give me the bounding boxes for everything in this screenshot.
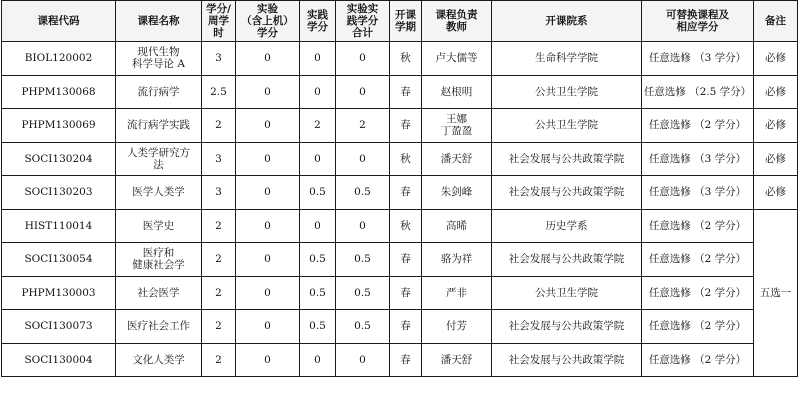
credit-cell: 3 xyxy=(202,176,236,210)
teacher-text: 严非 xyxy=(446,286,467,299)
note-cell: 必修 xyxy=(754,176,798,210)
teacher-text: 高晞 xyxy=(446,219,467,232)
teacher-cell xyxy=(422,276,492,310)
credit-cell: 2.5 xyxy=(202,75,236,109)
teacher-cell xyxy=(422,42,492,76)
course-name-text: 医学人类学 xyxy=(132,186,185,199)
practice-credit-cell: 0.5 xyxy=(300,243,336,277)
header-text: 实验 xyxy=(257,3,278,15)
header-text: 课程代码 xyxy=(37,15,80,27)
practice-credit-cell: 0 xyxy=(300,209,336,243)
course-name-text: 流行病学 xyxy=(137,85,180,98)
lab-credit-cell: 0 xyxy=(236,109,300,143)
table-row xyxy=(2,276,798,310)
header-term xyxy=(390,1,422,42)
teacher-cell xyxy=(422,142,492,176)
teacher-cell xyxy=(422,310,492,344)
teacher-text: 丁盈盈 xyxy=(440,125,473,138)
lab-credit-cell: 0 xyxy=(236,243,300,277)
header-credit-hours xyxy=(202,1,236,42)
course-name-text: 人类学研究方 xyxy=(127,146,190,159)
practice-credit-cell: 0 xyxy=(300,343,336,377)
lab-practice-total-cell: 0 xyxy=(336,42,390,76)
lab-credit-cell: 0 xyxy=(236,343,300,377)
lab-credit-cell: 0 xyxy=(236,142,300,176)
lab-credit-cell: 0 xyxy=(236,310,300,344)
teacher-text: 潘天舒 xyxy=(440,152,473,165)
term-cell: 春 xyxy=(390,243,422,277)
header-row xyxy=(2,1,798,42)
note-cell: 必修 xyxy=(754,42,798,76)
course-name-cell xyxy=(116,42,202,76)
lab-practice-total-cell: 0.5 xyxy=(336,310,390,344)
course-name-cell xyxy=(116,109,202,143)
lab-practice-total-cell: 0.5 xyxy=(336,276,390,310)
lab-practice-total-cell: 0 xyxy=(336,343,390,377)
header-text: 学分 xyxy=(307,21,328,33)
header-text: 时 xyxy=(213,27,224,39)
header-text: 课程负责 xyxy=(435,9,478,21)
credit-cell: 2 xyxy=(202,310,236,344)
header-lab-credit xyxy=(236,1,300,42)
lab-practice-total-cell: 0 xyxy=(336,142,390,176)
header-text: （含上机） xyxy=(241,15,294,27)
replacement-cell: 任意选修 （2 学分） xyxy=(642,109,754,143)
lab-practice-total-cell: 0.5 xyxy=(336,243,390,277)
replacement-cell: 任意选修 （2 学分） xyxy=(642,276,754,310)
header-course-name xyxy=(116,1,202,42)
teacher-text: 王娜 xyxy=(446,113,467,126)
term-cell: 秋 xyxy=(390,209,422,243)
teacher-cell xyxy=(422,343,492,377)
teacher-text: 潘天舒 xyxy=(440,353,473,366)
course-code-cell: SOCI130073 xyxy=(2,310,116,344)
lab-practice-total-cell: 0 xyxy=(336,75,390,109)
note-cell: 必修 xyxy=(754,142,798,176)
table-row xyxy=(2,42,798,76)
header-text: 课程名称 xyxy=(137,15,180,27)
header-text: 可替换课程及 xyxy=(666,9,729,21)
teacher-text: 赵根明 xyxy=(440,85,473,98)
course-code-cell: PHPM130069 xyxy=(2,109,116,143)
course-code-cell: PHPM130068 xyxy=(2,75,116,109)
department-cell: 公共卫生学院 xyxy=(492,276,642,310)
course-code-cell: HIST110014 xyxy=(2,209,116,243)
table-row xyxy=(2,75,798,109)
teacher-cell xyxy=(422,75,492,109)
lab-credit-cell: 0 xyxy=(236,75,300,109)
practice-credit-cell: 0.5 xyxy=(300,176,336,210)
course-name-text: 流行病学实践 xyxy=(127,119,190,132)
lab-practice-total-cell: 0.5 xyxy=(336,176,390,210)
course-code-cell: SOCI130204 xyxy=(2,142,116,176)
term-cell: 春 xyxy=(390,176,422,210)
course-code-cell: PHPM130003 xyxy=(2,276,116,310)
department-cell: 社会发展与公共政策学院 xyxy=(492,310,642,344)
department-cell: 历史学系 xyxy=(492,209,642,243)
header-text: 实验实 xyxy=(346,3,379,15)
course-name-text: 医疗和 xyxy=(142,247,175,260)
merged-note-cell: 五选一 xyxy=(754,209,798,377)
practice-credit-cell: 0.5 xyxy=(300,276,336,310)
course-name-text: 健康社会学 xyxy=(132,259,185,272)
teacher-text: 付芳 xyxy=(446,320,467,333)
credit-cell: 2 xyxy=(202,343,236,377)
lab-practice-total-cell: 0 xyxy=(336,209,390,243)
course-name-text: 文化人类学 xyxy=(132,353,185,366)
replacement-cell: 任意选修 （2 学分） xyxy=(642,209,754,243)
department-cell: 社会发展与公共政策学院 xyxy=(492,176,642,210)
course-code-cell: SOCI130054 xyxy=(2,243,116,277)
lab-credit-cell: 0 xyxy=(236,276,300,310)
header-text: 开课 xyxy=(395,9,416,21)
course-code-cell: BIOL120002 xyxy=(2,42,116,76)
teacher-text: 朱剑峰 xyxy=(440,186,473,199)
department-cell: 公共卫生学院 xyxy=(492,109,642,143)
header-text: 教师 xyxy=(446,21,467,33)
header-text: 学分 xyxy=(257,27,278,39)
practice-credit-cell: 0.5 xyxy=(300,310,336,344)
table-row xyxy=(2,109,798,143)
lab-credit-cell: 0 xyxy=(236,176,300,210)
header-note xyxy=(754,1,798,42)
credit-cell: 3 xyxy=(202,142,236,176)
term-cell: 春 xyxy=(390,276,422,310)
header-text: 合计 xyxy=(352,27,373,39)
table-row xyxy=(2,142,798,176)
course-name-cell xyxy=(116,243,202,277)
table-row xyxy=(2,310,798,344)
lab-practice-total-cell: 2 xyxy=(336,109,390,143)
course-name-cell xyxy=(116,75,202,109)
department-cell: 社会发展与公共政策学院 xyxy=(492,343,642,377)
course-name-text: 医学史 xyxy=(142,219,175,232)
course-code-cell: SOCI130004 xyxy=(2,343,116,377)
course-name-text: 法 xyxy=(153,158,164,171)
replacement-cell: 任意选修 （3 学分） xyxy=(642,142,754,176)
teacher-cell xyxy=(422,109,492,143)
header-text: 开课院系 xyxy=(545,15,588,27)
header-text: 周学 xyxy=(208,15,229,27)
teacher-text: 卢大儒等 xyxy=(435,52,478,65)
term-cell: 秋 xyxy=(390,42,422,76)
teacher-cell xyxy=(422,243,492,277)
replacement-cell: 任意选修 （2 学分） xyxy=(642,310,754,344)
credit-cell: 2 xyxy=(202,243,236,277)
header-teacher xyxy=(422,1,492,42)
credit-cell: 2 xyxy=(202,209,236,243)
table-row xyxy=(2,243,798,277)
course-name-cell xyxy=(116,276,202,310)
term-cell: 春 xyxy=(390,75,422,109)
course-name-cell xyxy=(116,310,202,344)
course-code-cell: SOCI130203 xyxy=(2,176,116,210)
credit-cell: 3 xyxy=(202,42,236,76)
course-name-cell xyxy=(116,142,202,176)
header-lab-practice-total xyxy=(336,1,390,42)
term-cell: 春 xyxy=(390,343,422,377)
teacher-cell xyxy=(422,209,492,243)
replacement-cell: 任意选修 （2 学分） xyxy=(642,243,754,277)
department-cell: 社会发展与公共政策学院 xyxy=(492,142,642,176)
term-cell: 秋 xyxy=(390,142,422,176)
department-cell: 公共卫生学院 xyxy=(492,75,642,109)
table-row xyxy=(2,176,798,210)
course-name-cell xyxy=(116,209,202,243)
header-text: 备注 xyxy=(765,15,786,27)
course-name-text: 医疗社会工作 xyxy=(127,320,190,333)
course-name-cell xyxy=(116,176,202,210)
header-text: 实践 xyxy=(307,9,328,21)
department-cell: 生命科学学院 xyxy=(492,42,642,76)
header-practice-credit xyxy=(300,1,336,42)
table-body xyxy=(2,42,798,377)
replacement-cell: 任意选修 （2 学分） xyxy=(642,343,754,377)
practice-credit-cell: 2 xyxy=(300,109,336,143)
header-text: 学分/ xyxy=(206,3,231,15)
replacement-cell: 任意选修 （3 学分） xyxy=(642,42,754,76)
department-cell: 社会发展与公共政策学院 xyxy=(492,243,642,277)
course-name-text: 社会医学 xyxy=(137,286,180,299)
course-name-text: 现代生物 xyxy=(137,46,180,59)
practice-credit-cell: 0 xyxy=(300,75,336,109)
note-cell: 必修 xyxy=(754,75,798,109)
header-text: 相应学分 xyxy=(676,21,719,33)
replacement-cell: 任意选修 （2.5 学分） xyxy=(642,75,754,109)
course-name-text: 科学导论 A xyxy=(132,58,185,71)
table-row xyxy=(2,209,798,243)
replacement-cell: 任意选修 （3 学分） xyxy=(642,176,754,210)
credit-cell: 2 xyxy=(202,276,236,310)
course-name-cell xyxy=(116,343,202,377)
header-department xyxy=(492,1,642,42)
table-row xyxy=(2,343,798,377)
note-cell: 必修 xyxy=(754,109,798,143)
credit-cell: 2 xyxy=(202,109,236,143)
term-cell: 春 xyxy=(390,109,422,143)
lab-credit-cell: 0 xyxy=(236,42,300,76)
header-replacement xyxy=(642,1,754,42)
header-text: 学期 xyxy=(395,21,416,33)
header-text: 践学分 xyxy=(346,15,379,27)
header-course-code xyxy=(2,1,116,42)
course-table xyxy=(1,0,798,377)
practice-credit-cell: 0 xyxy=(300,142,336,176)
term-cell: 春 xyxy=(390,310,422,344)
teacher-text: 骆为祥 xyxy=(440,253,473,266)
teacher-cell xyxy=(422,176,492,210)
lab-credit-cell: 0 xyxy=(236,209,300,243)
practice-credit-cell: 0 xyxy=(300,42,336,76)
